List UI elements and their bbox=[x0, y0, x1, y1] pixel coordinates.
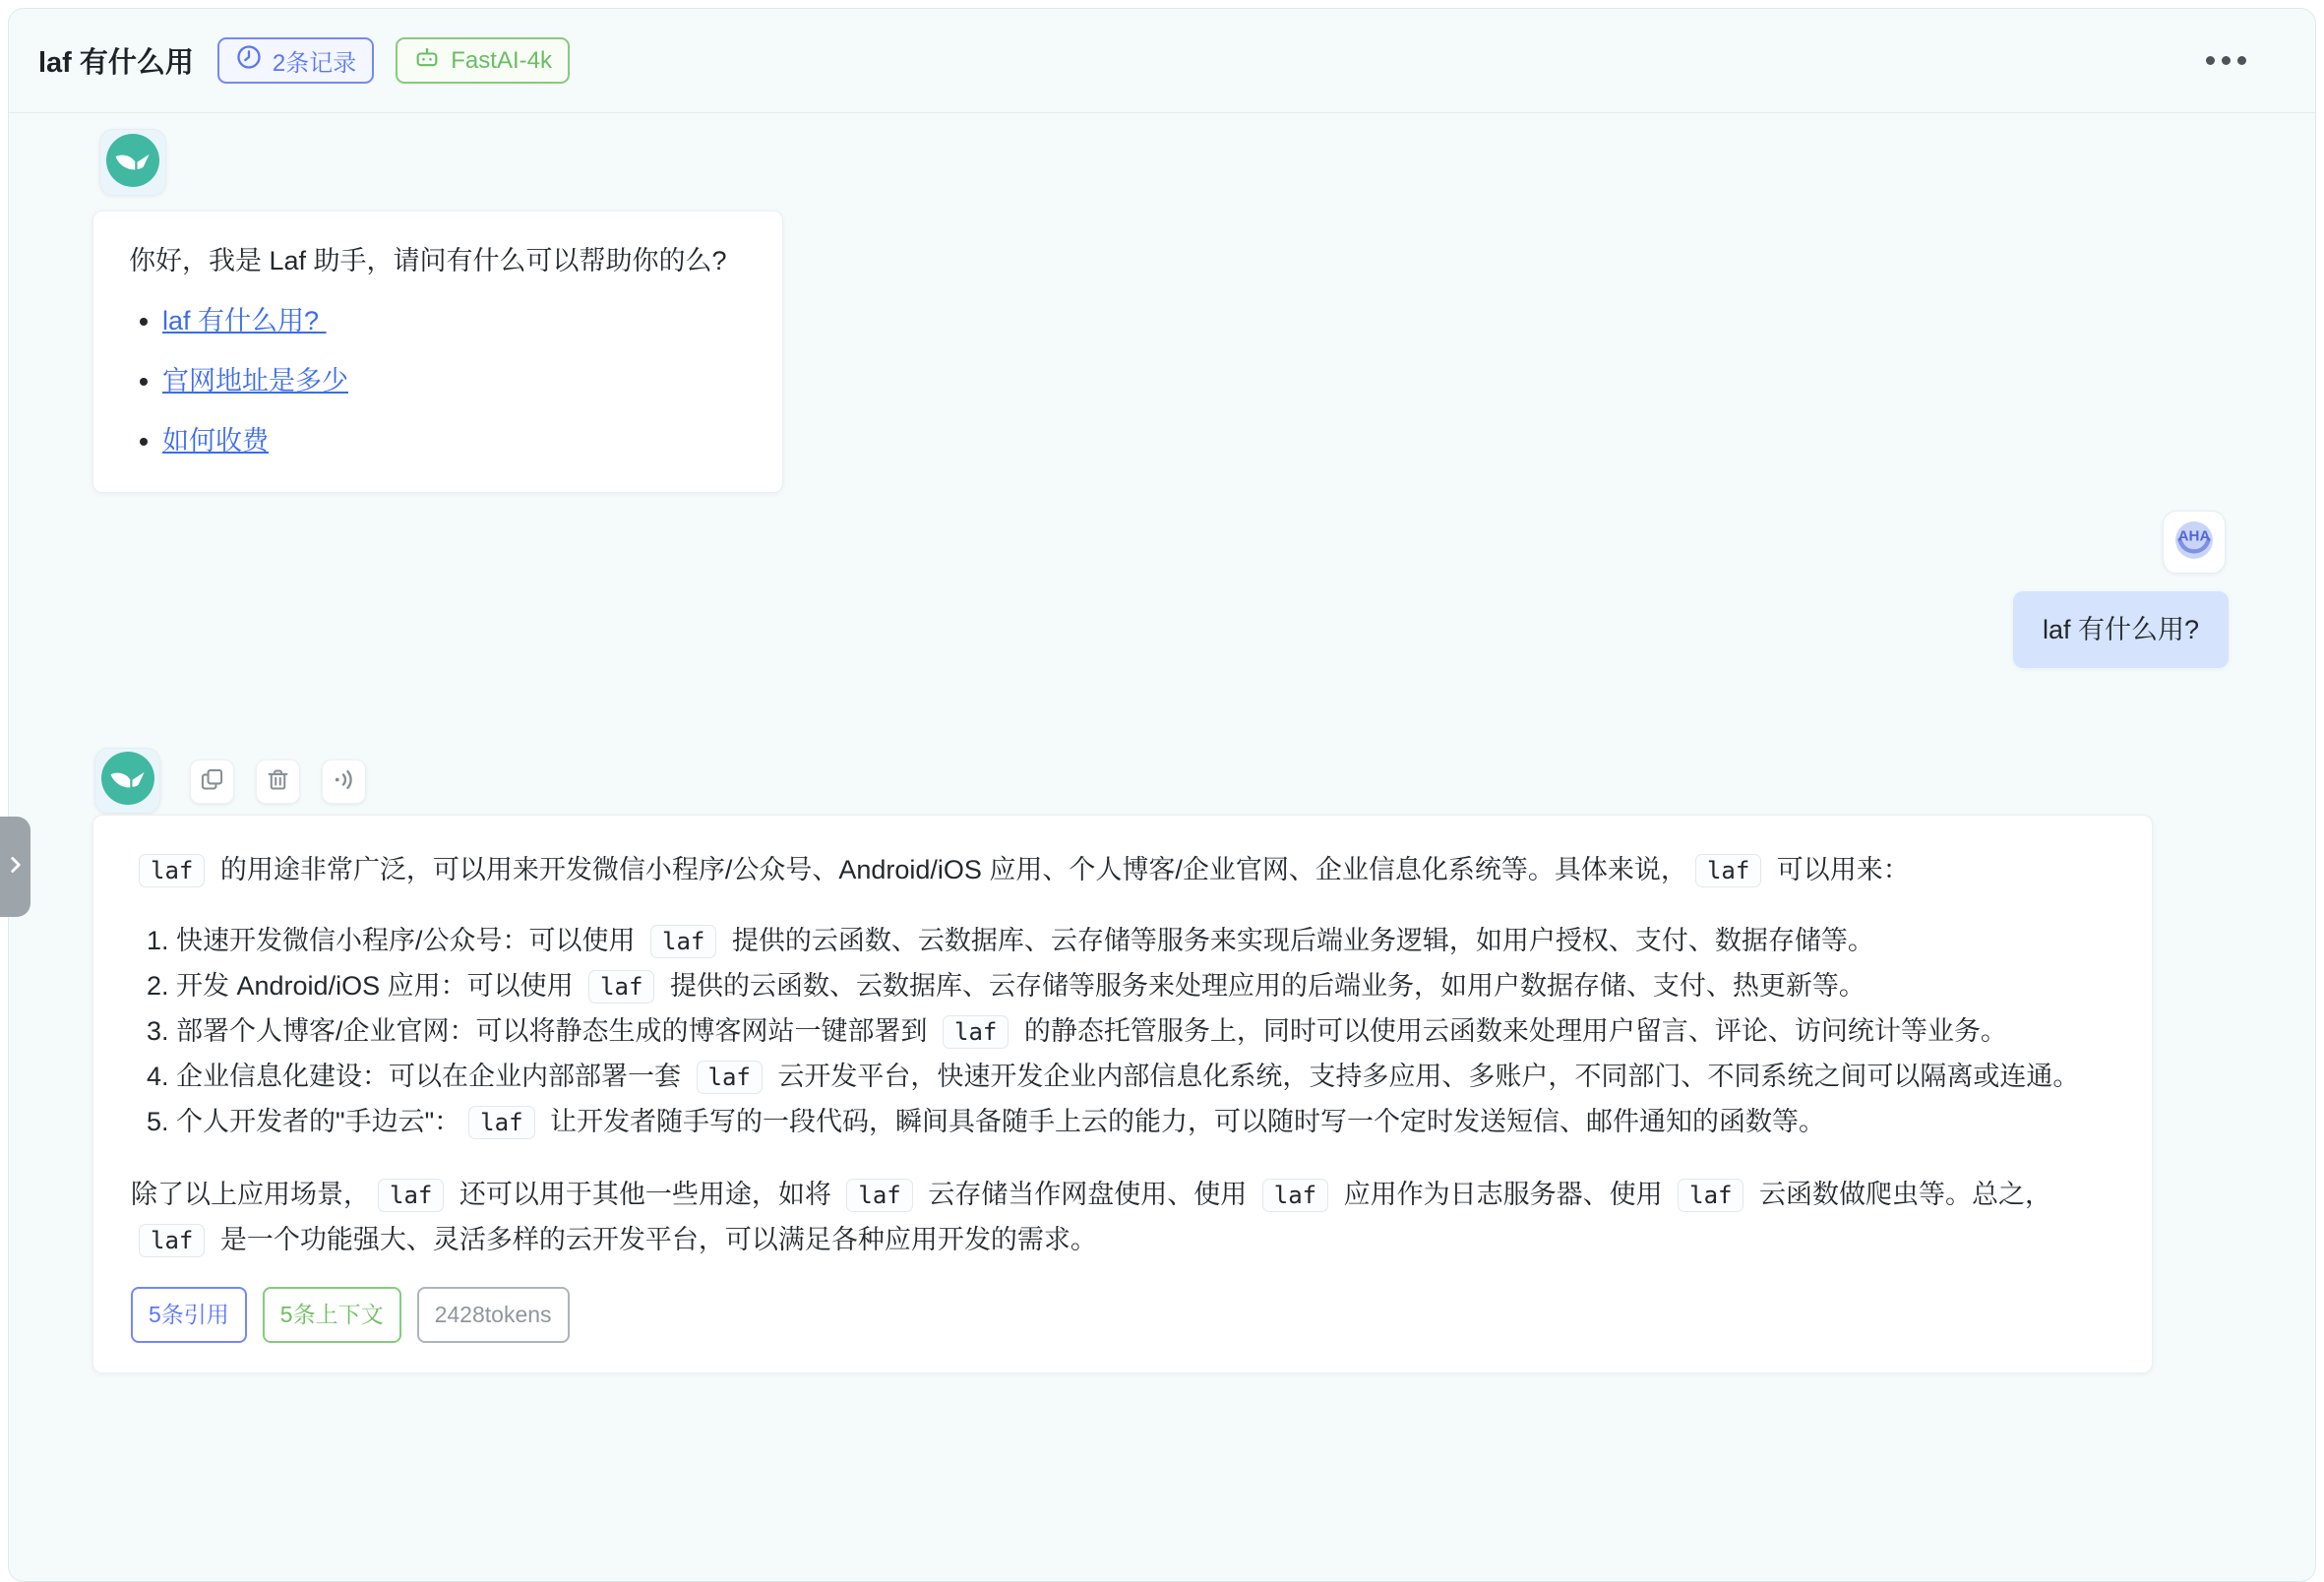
inline-code: laf bbox=[697, 1061, 763, 1094]
chat-header bbox=[9, 9, 2315, 113]
citations-badge[interactable]: 5条引用 bbox=[131, 1287, 247, 1343]
inline-code: laf bbox=[378, 1179, 444, 1212]
model-badge-label: FastAI-4k bbox=[451, 46, 552, 74]
chevron-right-icon bbox=[3, 852, 29, 882]
assistant-intro-bubble bbox=[92, 211, 783, 493]
svg-text:AHA: AHA bbox=[2177, 527, 2211, 545]
reply-paragraph: laf 的用途非常广泛，可以用来开发微信小程序/公众号、Android/iOS 应用、个人博客/企业官网、企业信息化系统等。具体来说， laf 可以用来： bbox=[131, 848, 2114, 893]
assistant-reply-bubble bbox=[92, 815, 2153, 1373]
sidebar-expand-handle[interactable] bbox=[0, 817, 31, 917]
user-message-bubble: laf 有什么用? bbox=[2013, 591, 2229, 668]
list-item: 4. 企业信息化建设：可以在企业内部部署一套 laf 云开发平台，快速开发企业内部信息化系统，支持多应用、多账户，不同部门、不同系统之间可以隔离或连通。 bbox=[176, 1055, 2114, 1100]
reply-ordered-list bbox=[131, 919, 2114, 1145]
list-item: 2. 开发 Android/iOS 应用：可以使用 laf 提供的云函数、云数据库、云存储等服务来处理应用的后端业务，如用户数据存储、支付、热更新等。 bbox=[176, 964, 2114, 1009]
list-item bbox=[162, 363, 747, 398]
list-item: 1. 快速开发微信小程序/公众号：可以使用 laf 提供的云函数、云数据库、云存储等服务来实现后端业务逻辑，如用户授权、支付、数据存储等。 bbox=[176, 919, 2114, 964]
inline-code: laf bbox=[1262, 1179, 1328, 1212]
list-item: 5. 个人开发者的"手边云"： laf 让开发者随手写的一段代码，瞬间具备随手上云的能力，可以随时写一个定时发送短信、邮件通知的函数等。 bbox=[176, 1100, 2114, 1145]
list-item bbox=[162, 303, 747, 338]
inline-code: laf bbox=[139, 854, 205, 887]
read-aloud-button[interactable] bbox=[322, 760, 366, 804]
suggested-question-link[interactable]: 如何收费 bbox=[162, 426, 269, 456]
list-item: 3. 部署个人博客/企业官网：可以将静态生成的博客网站一键部署到 laf 的静态托管服务上，同时可以使用云函数来处理用户留言、评论、访问统计等业务。 bbox=[176, 1009, 2114, 1055]
context-badge[interactable]: 5条上下文 bbox=[263, 1287, 401, 1343]
model-badge[interactable] bbox=[396, 37, 570, 84]
robot-icon bbox=[413, 43, 441, 78]
inline-code: laf bbox=[650, 925, 716, 958]
inline-code: laf bbox=[139, 1224, 205, 1257]
reply-footer-badges bbox=[131, 1287, 2114, 1343]
assistant-avatar[interactable] bbox=[94, 748, 160, 814]
user-avatar[interactable] bbox=[2163, 511, 2226, 574]
records-badge[interactable] bbox=[217, 37, 374, 84]
list-item bbox=[162, 423, 747, 458]
page-title: laf 有什么用 bbox=[38, 47, 194, 79]
records-badge-label: 2条记录 bbox=[272, 50, 357, 77]
more-menu-button[interactable] bbox=[2196, 46, 2256, 75]
inline-code: laf bbox=[1695, 854, 1761, 887]
chat-window bbox=[8, 8, 2316, 1582]
ellipsis-icon bbox=[2206, 56, 2215, 65]
copy-icon bbox=[199, 766, 225, 798]
human-avatar-icon bbox=[2169, 515, 2220, 571]
assistant-avatar[interactable] bbox=[99, 129, 166, 196]
inline-code: laf bbox=[588, 970, 654, 1004]
inline-code: laf bbox=[468, 1106, 534, 1139]
reply-paragraph: 除了以上应用场景， laf 还可以用于其他一些用途，如将 laf 云存储当作网盘使用、使用 laf 应用作为日志服务器、使用 laf 云函数做爬虫等。总之，laf 是一个功能强大、灵活多样的云开发平台，可以满足各种应用开发的需求。 bbox=[131, 1173, 2114, 1263]
inline-code: laf bbox=[1678, 1179, 1743, 1212]
suggested-question-link[interactable]: 官网地址是多少 bbox=[162, 366, 348, 396]
laf-logo-icon bbox=[101, 752, 154, 810]
voice-icon bbox=[331, 766, 357, 798]
suggested-question-link[interactable]: laf 有什么用? bbox=[162, 306, 327, 335]
inline-code: laf bbox=[846, 1179, 912, 1212]
clock-icon bbox=[235, 43, 263, 78]
copy-button[interactable] bbox=[190, 760, 234, 804]
inline-code: laf bbox=[943, 1015, 1009, 1049]
laf-logo-icon bbox=[106, 134, 159, 192]
assistant-greeting: 你好，我是 Laf 助手，请问有什么可以帮助你的么? bbox=[129, 246, 727, 275]
suggested-questions-list bbox=[135, 303, 747, 458]
delete-button[interactable] bbox=[256, 760, 300, 804]
tokens-badge[interactable]: 2428tokens bbox=[417, 1287, 570, 1343]
trash-icon bbox=[265, 766, 291, 798]
